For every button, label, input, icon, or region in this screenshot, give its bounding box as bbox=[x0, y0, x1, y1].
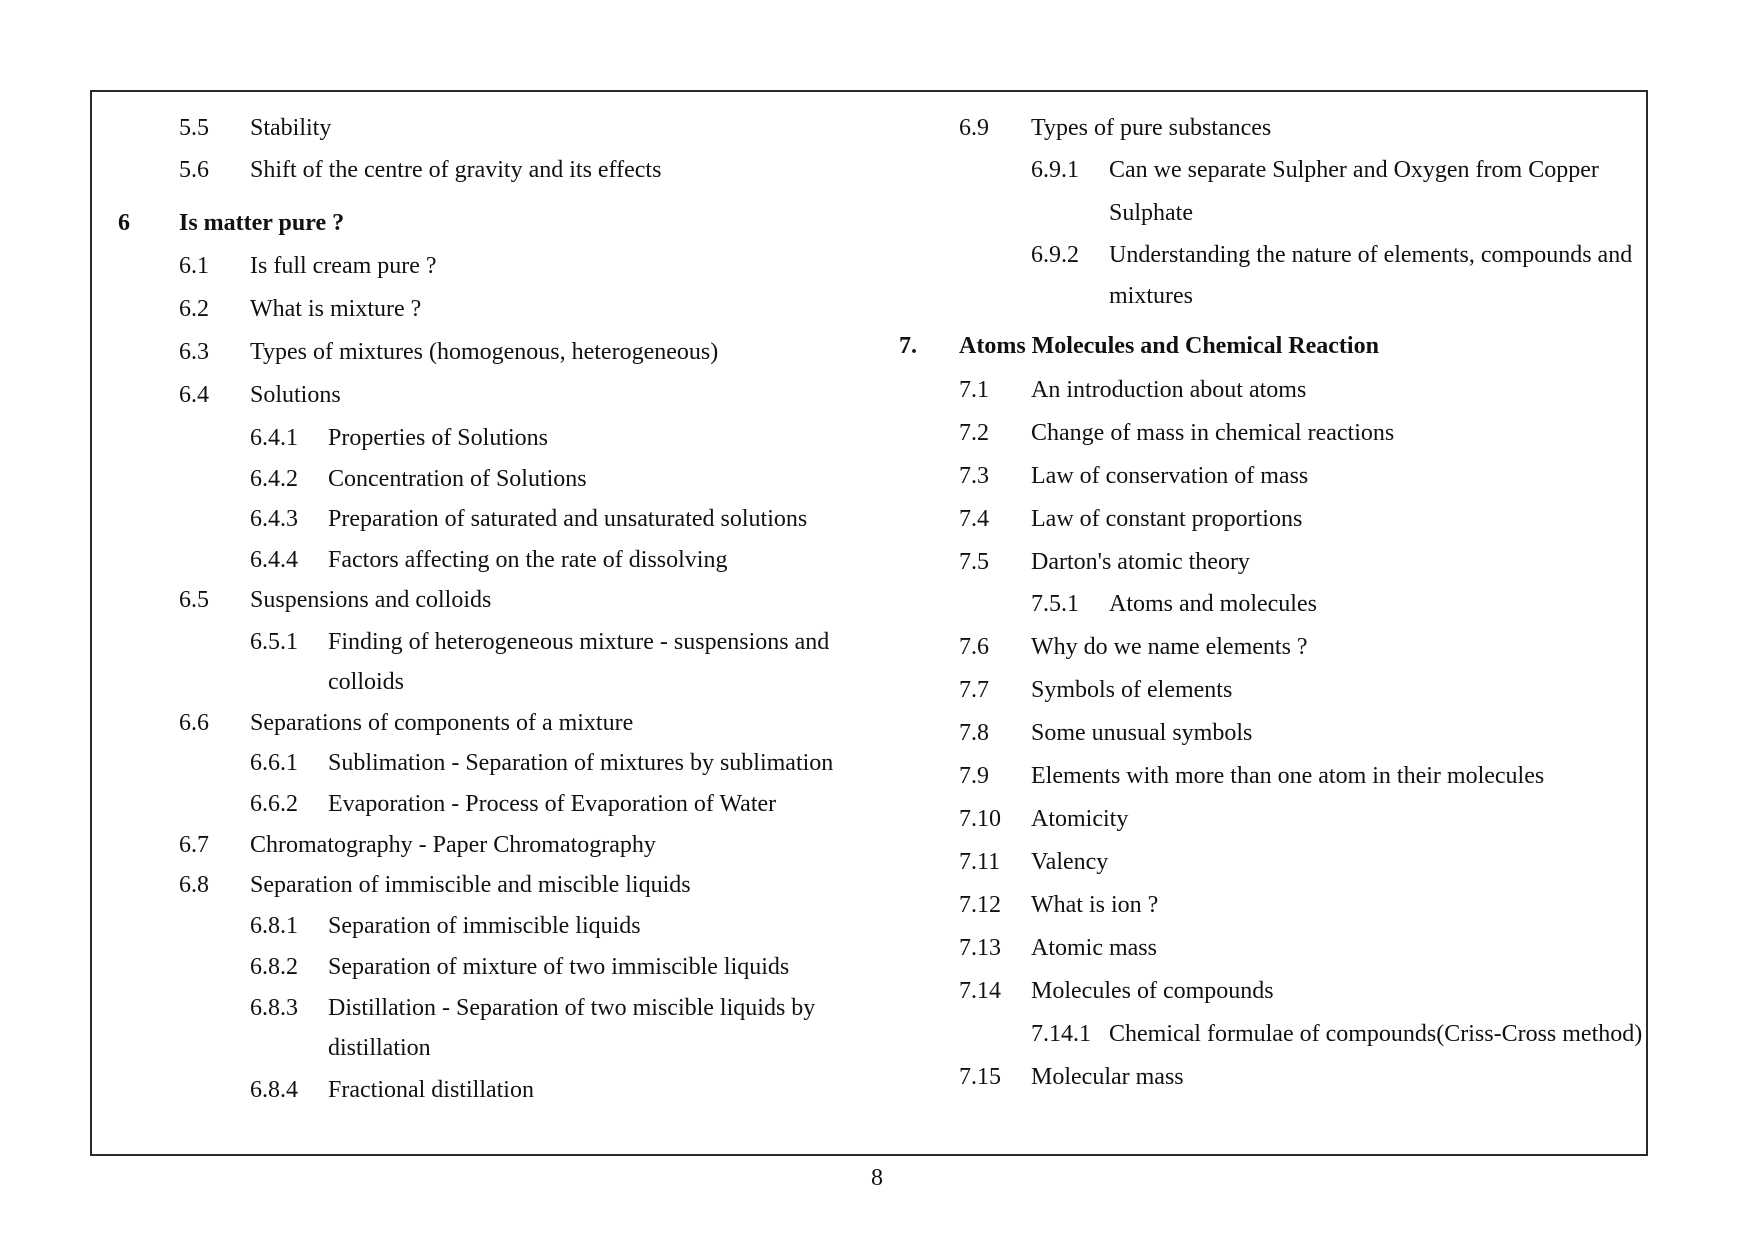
entry-title: Chemical formulae of compounds(Criss-Cross method) bbox=[1109, 1021, 1643, 1047]
entry-title-continuation: colloids bbox=[328, 669, 404, 695]
entry-title: Atomic mass bbox=[1031, 935, 1157, 961]
entry-title: Separation of immiscible liquids bbox=[328, 913, 641, 939]
entry-number: 5.5 bbox=[179, 115, 209, 141]
entry-number: 7.12 bbox=[959, 892, 1001, 918]
entry-number: 6.9.2 bbox=[1031, 242, 1079, 268]
entry-number: 7.9 bbox=[959, 763, 989, 789]
entry-number: 6.4.1 bbox=[250, 425, 298, 451]
page-number: 8 bbox=[871, 1165, 883, 1191]
entry-title: Elements with more than one atom in their molecules bbox=[1031, 763, 1545, 789]
entry-number: 6.5.1 bbox=[250, 629, 298, 655]
entry-title: What is mixture ? bbox=[250, 296, 422, 322]
contents-frame bbox=[90, 90, 1648, 1156]
entry-title: Properties of Solutions bbox=[328, 425, 548, 451]
entry-title-continuation: distillation bbox=[328, 1035, 431, 1061]
entry-number: 6.1 bbox=[179, 253, 209, 279]
chapter-title: Atoms Molecules and Chemical Reaction bbox=[959, 333, 1379, 359]
entry-title: Law of conservation of mass bbox=[1031, 463, 1309, 489]
chapter-number: 6 bbox=[118, 210, 130, 236]
entry-number: 6.4.4 bbox=[250, 547, 298, 573]
entry-number: 7.5 bbox=[959, 549, 989, 575]
entry-title: Shift of the centre of gravity and its effects bbox=[250, 157, 662, 183]
entry-title: Types of pure substances bbox=[1031, 115, 1272, 141]
entry-title: Atomicity bbox=[1031, 806, 1129, 832]
entry-title: Sublimation - Separation of mixtures by sublimation bbox=[328, 750, 834, 776]
entry-title: Finding of heterogeneous mixture - suspensions and bbox=[328, 629, 830, 655]
entry-title: Understanding the nature of elements, compounds and bbox=[1109, 242, 1633, 268]
entry-number: 7.11 bbox=[959, 849, 1001, 875]
entry-title: Molecular mass bbox=[1031, 1064, 1184, 1090]
entry-title-continuation: mixtures bbox=[1109, 283, 1193, 309]
chapter-title: Is matter pure ? bbox=[179, 210, 345, 236]
entry-title: Factors affecting on the rate of dissolving bbox=[328, 547, 728, 573]
entry-title: Types of mixtures (homogenous, heterogeneous) bbox=[250, 339, 719, 365]
entry-title: Fractional distillation bbox=[328, 1077, 534, 1103]
entry-title: Separations of components of a mixture bbox=[250, 710, 634, 736]
entry-number: 7.1 bbox=[959, 377, 989, 403]
entry-number: 6.6.1 bbox=[250, 750, 298, 776]
entry-title: Suspensions and colloids bbox=[250, 587, 492, 613]
entry-title: Distillation - Separation of two miscible liquids by bbox=[328, 995, 816, 1021]
entry-number: 7.5.1 bbox=[1031, 591, 1079, 617]
entry-number: 6.8.1 bbox=[250, 913, 298, 939]
entry-number: 7.14.1 bbox=[1031, 1021, 1091, 1047]
entry-title: Valency bbox=[1031, 849, 1109, 875]
entry-number: 6.3 bbox=[179, 339, 209, 365]
entry-number: 6.9 bbox=[959, 115, 989, 141]
entry-number: 6.4.3 bbox=[250, 506, 298, 532]
entry-title: Preparation of saturated and unsaturated solutions bbox=[328, 506, 808, 532]
entry-number: 6.8.4 bbox=[250, 1077, 298, 1103]
entry-title: Atoms and molecules bbox=[1109, 591, 1317, 617]
entry-title: Solutions bbox=[250, 382, 341, 408]
entry-number: 6.7 bbox=[179, 832, 209, 858]
entry-number: 6.8.3 bbox=[250, 995, 298, 1021]
entry-title: Why do we name elements ? bbox=[1031, 634, 1308, 660]
entry-number: 7.6 bbox=[959, 634, 989, 660]
entry-number: 6.5 bbox=[179, 587, 209, 613]
entry-title: Some unusual symbols bbox=[1031, 720, 1253, 746]
entry-title: Separation of mixture of two immiscible liquids bbox=[328, 954, 790, 980]
entry-title: Stability bbox=[250, 115, 332, 141]
entry-title: Darton's atomic theory bbox=[1031, 549, 1250, 575]
entry-number: 7.10 bbox=[959, 806, 1001, 832]
entry-title: An introduction about atoms bbox=[1031, 377, 1307, 403]
chapter-number: 7. bbox=[899, 333, 917, 359]
entry-number: 6.6 bbox=[179, 710, 209, 736]
entry-number: 7.14 bbox=[959, 978, 1001, 1004]
entry-title: Is full cream pure ? bbox=[250, 253, 437, 279]
entry-number: 6.9.1 bbox=[1031, 157, 1079, 183]
entry-number: 6.4.2 bbox=[250, 466, 298, 492]
entry-number: 7.3 bbox=[959, 463, 989, 489]
entry-title: What is ion ? bbox=[1031, 892, 1159, 918]
entry-title: Evaporation - Process of Evaporation of Water bbox=[328, 791, 777, 817]
entry-number: 5.6 bbox=[179, 157, 209, 183]
entry-number: 6.2 bbox=[179, 296, 209, 322]
entry-number: 7.7 bbox=[959, 677, 989, 703]
entry-number: 6.8.2 bbox=[250, 954, 298, 980]
entry-number: 7.13 bbox=[959, 935, 1001, 961]
entry-number: 7.15 bbox=[959, 1064, 1001, 1090]
entry-title: Change of mass in chemical reactions bbox=[1031, 420, 1395, 446]
entry-title: Symbols of elements bbox=[1031, 677, 1233, 703]
entry-title: Separation of immiscible and miscible liquids bbox=[250, 872, 691, 898]
entry-number: 7.4 bbox=[959, 506, 989, 532]
entry-title: Molecules of compounds bbox=[1031, 978, 1274, 1004]
entry-number: 7.8 bbox=[959, 720, 989, 746]
entry-number: 6.8 bbox=[179, 872, 209, 898]
entry-title: Can we separate Sulpher and Oxygen from Copper bbox=[1109, 157, 1599, 183]
entry-number: 6.4 bbox=[179, 382, 209, 408]
entry-title-continuation: Sulphate bbox=[1109, 200, 1193, 226]
entry-title: Concentration of Solutions bbox=[328, 466, 587, 492]
entry-title: Law of constant proportions bbox=[1031, 506, 1303, 532]
entry-title: Chromatography - Paper Chromatography bbox=[250, 832, 656, 858]
entry-number: 6.6.2 bbox=[250, 791, 298, 817]
entry-number: 7.2 bbox=[959, 420, 989, 446]
